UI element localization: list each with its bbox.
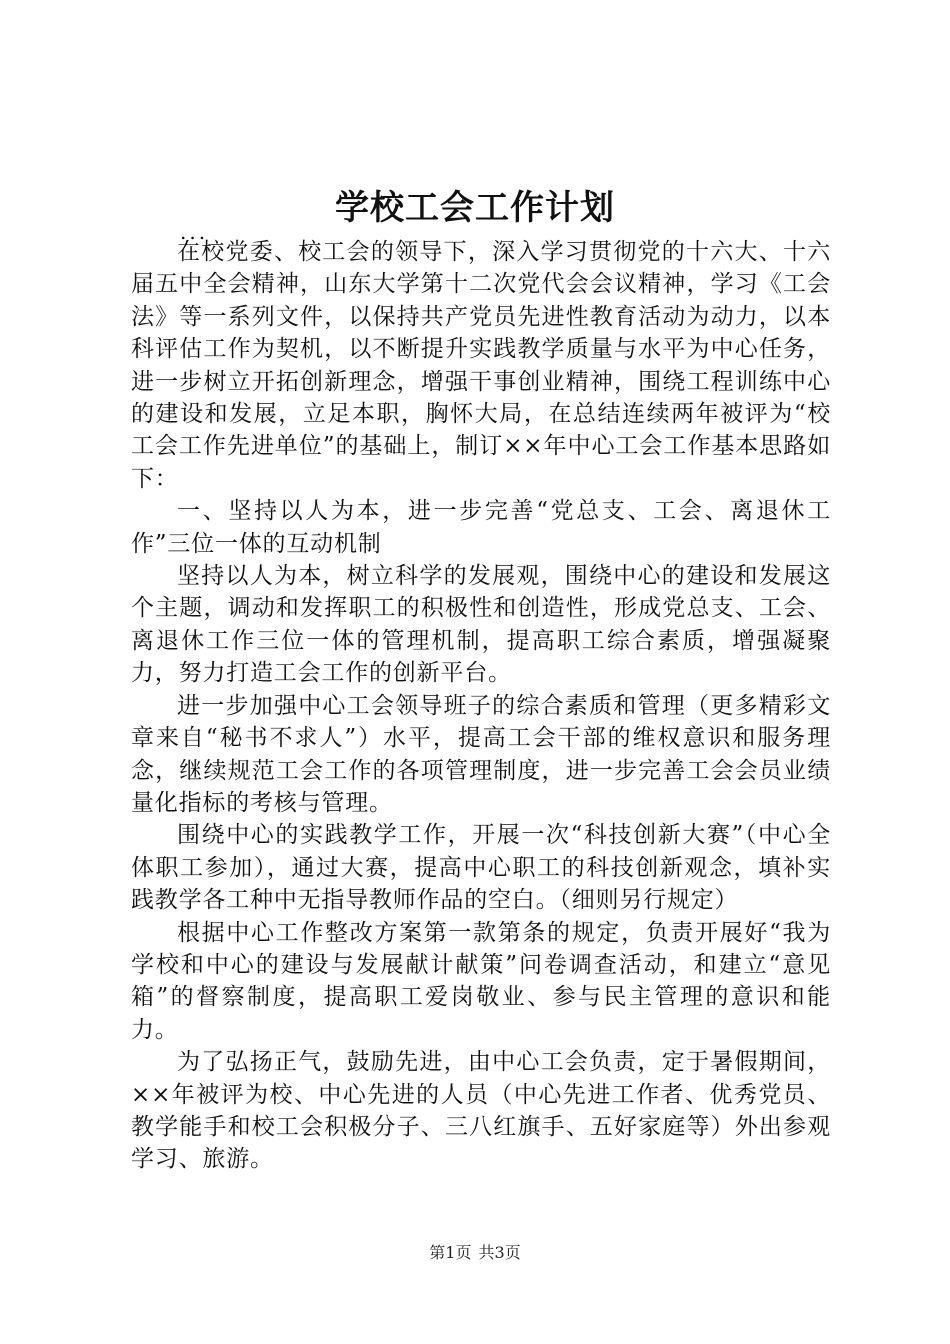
section-heading-1: 一、坚持以人为本，进一步完善“党总支、工会、离退休工作”三位一体的互动机制 bbox=[131, 498, 831, 557]
paragraph: 坚持以人为本，树立科学的发展观，围绕中心的建设和发展这个主题，调动和发挥职工的积极性和创造性，形成党总支、工会、离退休工作三位一体的管理机制，提高职工综合素质，增强凝聚力，努力打造工会工作的创新平台。 bbox=[131, 563, 831, 687]
page-total: 共3页 bbox=[478, 1243, 521, 1262]
page-footer bbox=[0, 1242, 950, 1264]
paragraph: 为了弘扬正气，鼓励先进，由中心工会负责，定于暑假期间，××年被评为校、中心先进的人员（中心先进工作者、优秀党员、教学能手和校工会积极分子、三八红旗手、五好家庭等）外出参观学习、旅游。 bbox=[131, 1049, 831, 1173]
paragraph: 进一步加强中心工会领导班子的综合素质和管理（更多精彩文章来自“秘书不求人”）水平，提高工会干部的维权意识和服务理念，继续规范工会工作的各项管理制度，进一步完善工会会员业绩量化指标的考核与管理。 bbox=[131, 692, 831, 816]
ellipsis-mark: ... bbox=[180, 220, 209, 244]
paragraph-intro: 在校党委、校工会的领导下，深入学习贯彻党的十六大、十六届五中全会精神，山东大学第十二次党代会会议精神，学习《工会法》等一系列文件，以保持共产党员先进性教育活动为动力，以本科评估工作为契机，以不断提升实践教学质量与水平为中心任务，进一步树立开拓创新理念，增强干事创业精神，围绕工程训练中心的建设和发展，立足本职，胸怀大局，在总结连续两年被评为“校工会工作先进单位”的基础上，制订××年中心工会工作基本思路如下： bbox=[131, 239, 831, 492]
page-number: 第1页 bbox=[429, 1243, 472, 1262]
document-body bbox=[131, 236, 831, 1176]
paragraph: 根据中心工作整改方案第一款第条的规定，负责开展好“我为学校和中心的建设与发展献计献策”问卷调查活动，和建立“意见箱”的督察制度，提高职工爱岗敬业、参与民主管理的意识和能力。 bbox=[131, 919, 831, 1043]
paragraph: 围绕中心的实践教学工作，开展一次“科技创新大赛”（中心全体职工参加），通过大赛，提高中心职工的科技创新观念，填补实践教学各工种中无指导教师作品的空白。（细则另行规定） bbox=[131, 822, 831, 914]
document-title: 学校工会工作计划 bbox=[335, 188, 615, 228]
